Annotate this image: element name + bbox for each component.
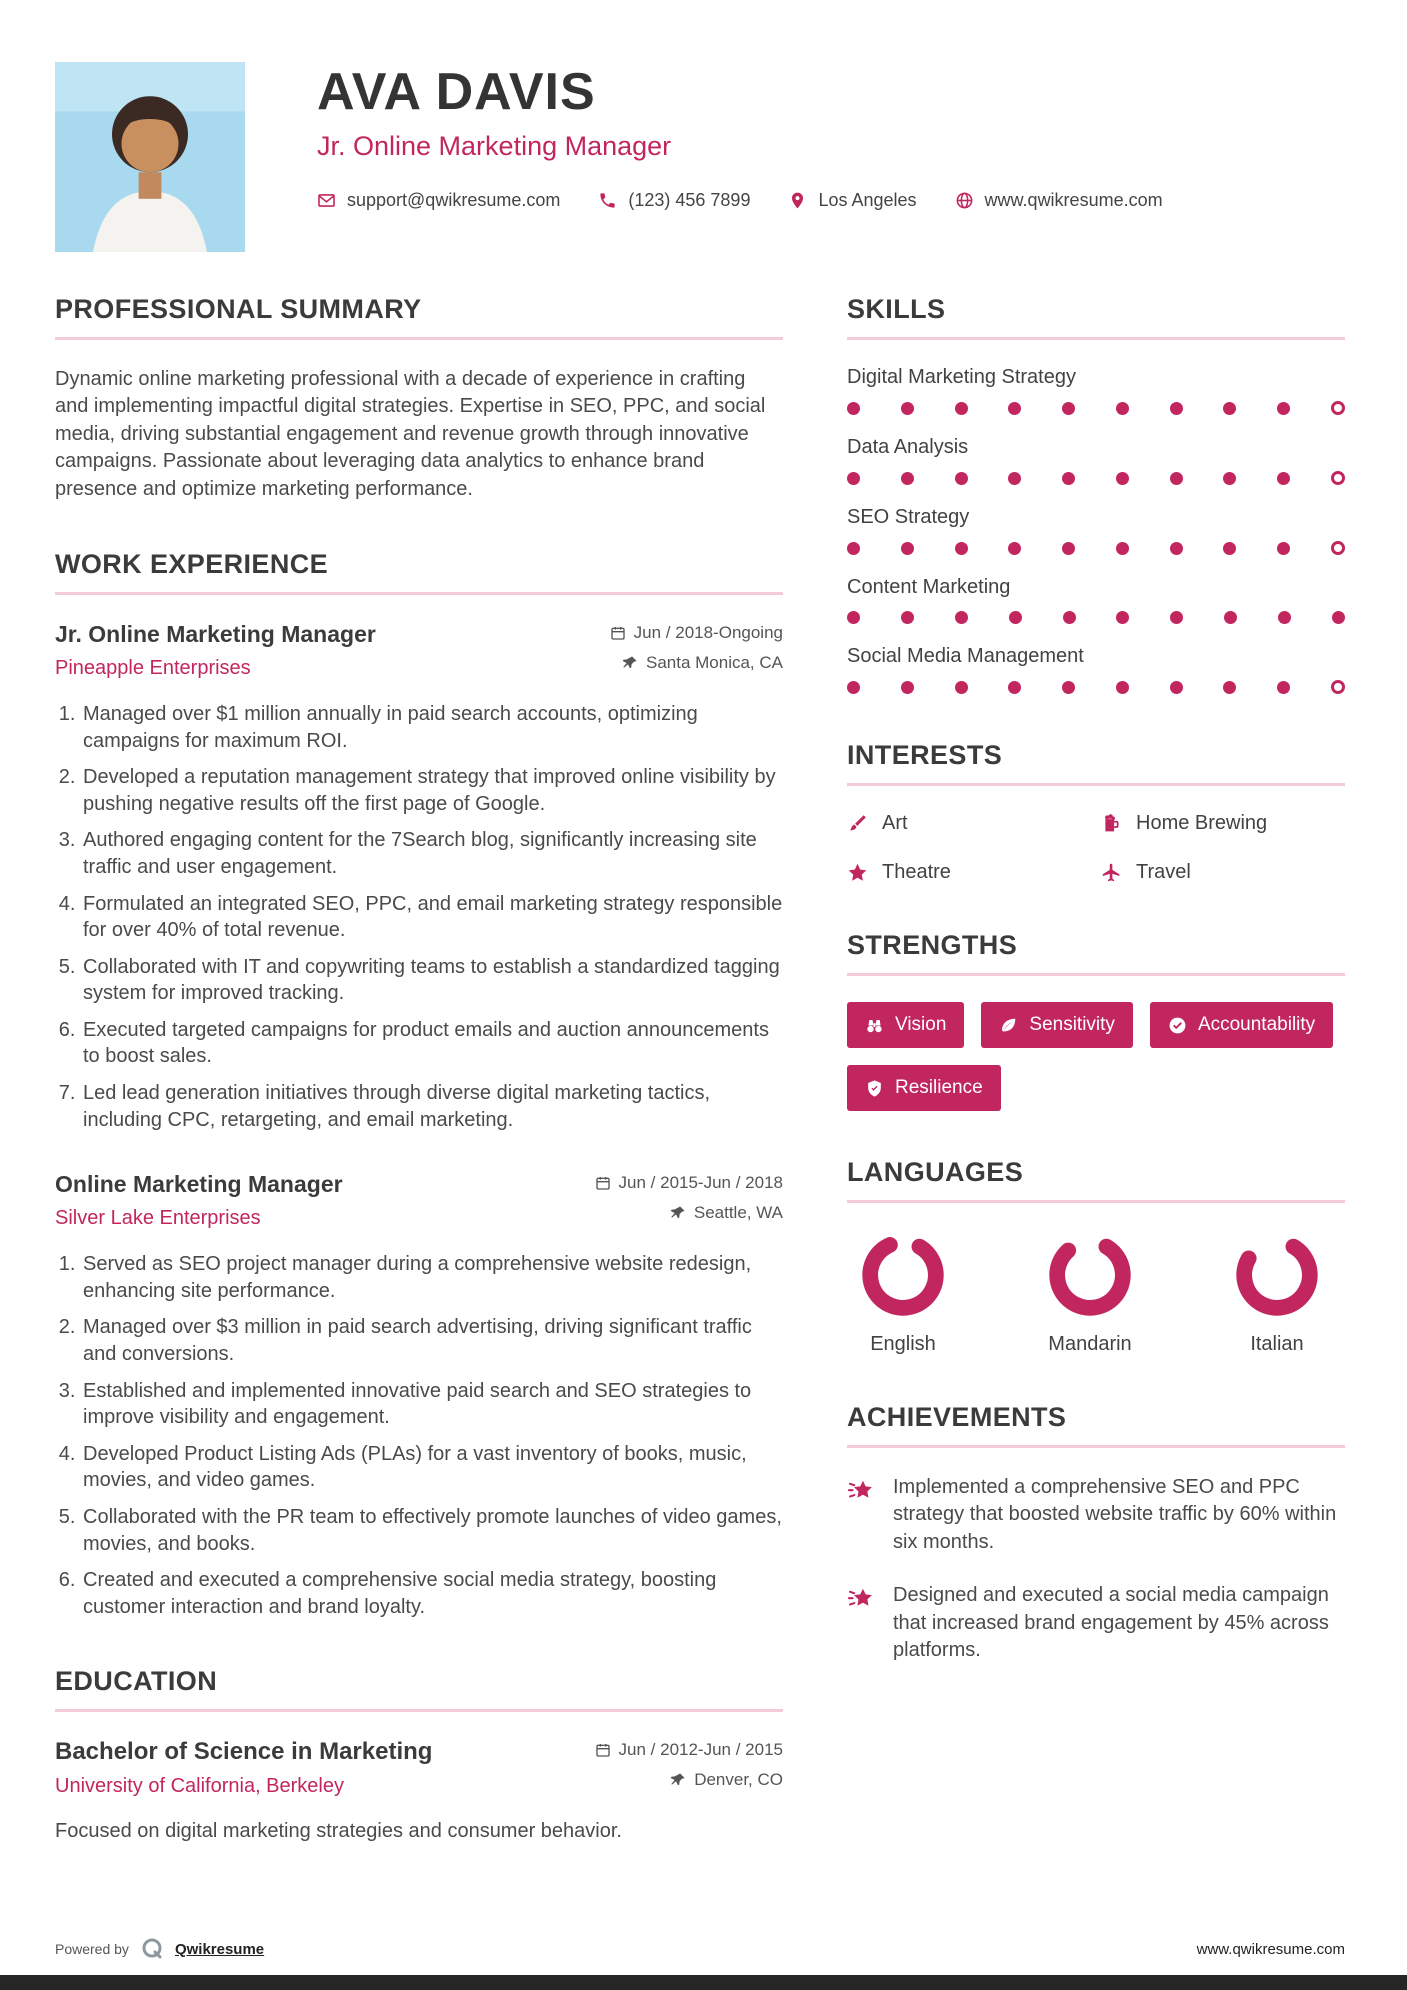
job-bullet: 6. Executed targeted campaigns for product emails and auction announcements to boost sales. bbox=[81, 1017, 783, 1070]
skill-dot-filled bbox=[1008, 681, 1021, 694]
job-bullet: 4. Formulated an integrated SEO, PPC, and email marketing strategy responsible for over 40% of total revenue. bbox=[81, 891, 783, 944]
skill-rating bbox=[847, 680, 1345, 694]
contact-website[interactable] bbox=[955, 190, 1163, 211]
calendar-icon bbox=[595, 1175, 611, 1191]
education-title-block bbox=[55, 1738, 432, 1798]
skill-dot-filled bbox=[1170, 402, 1183, 415]
header bbox=[0, 0, 1407, 262]
email-icon bbox=[317, 191, 336, 210]
interest-label: Theatre bbox=[882, 861, 951, 883]
skill-dot-empty bbox=[1331, 471, 1345, 485]
language-gauge bbox=[861, 1233, 945, 1317]
language-gauge bbox=[1048, 1233, 1132, 1317]
section-education bbox=[55, 1666, 783, 1845]
shield-icon bbox=[865, 1079, 884, 1098]
education-location bbox=[595, 1770, 783, 1790]
contact-email-text[interactable]: support@qwikresume.com bbox=[347, 190, 561, 211]
interest-theatre bbox=[847, 861, 1091, 884]
skill-name: Content Marketing bbox=[847, 576, 1011, 598]
skill-row bbox=[847, 576, 1345, 624]
skill-dot-filled bbox=[1170, 542, 1183, 555]
powered-by-label: Powered by bbox=[55, 1941, 129, 1957]
skill-dot-filled bbox=[1223, 472, 1236, 485]
language-italian bbox=[1235, 1233, 1319, 1356]
beer-icon bbox=[1101, 813, 1122, 834]
section-professional-summary bbox=[55, 294, 783, 503]
contact-email[interactable] bbox=[317, 190, 560, 211]
skill-dot-filled bbox=[1277, 681, 1290, 694]
section-languages bbox=[847, 1157, 1345, 1356]
skill-dot-filled bbox=[901, 681, 914, 694]
language-label: Mandarin bbox=[1048, 1333, 1132, 1355]
interest-home-brewing bbox=[1101, 812, 1345, 835]
skill-row bbox=[847, 366, 1345, 415]
achievement-star-icon bbox=[847, 1476, 877, 1506]
header-text bbox=[317, 62, 1163, 211]
achievement-item bbox=[847, 1582, 1345, 1664]
skill-dot-filled bbox=[955, 681, 968, 694]
section-achievements bbox=[847, 1402, 1345, 1664]
page-footer bbox=[0, 1936, 1407, 1962]
skill-dot-filled bbox=[1277, 542, 1290, 555]
footer-website[interactable]: www.qwikresume.com bbox=[1196, 1940, 1345, 1958]
qwikresume-logo-icon bbox=[139, 1936, 165, 1962]
education-heading: EDUCATION bbox=[55, 1666, 783, 1712]
skill-dot-empty bbox=[1331, 541, 1345, 555]
skill-dot-filled bbox=[1224, 611, 1237, 624]
job-location-text: Santa Monica, CA bbox=[645, 652, 783, 672]
skill-dot-filled bbox=[847, 611, 860, 624]
job-dates bbox=[595, 1173, 783, 1193]
education-location-text: Denver, CO bbox=[694, 1770, 783, 1790]
interest-travel bbox=[1101, 861, 1345, 884]
skill-dot-filled bbox=[901, 542, 914, 555]
job-location bbox=[595, 1203, 783, 1223]
job-bullet: 3. Established and implemented innovative paid search and SEO strategies to improve visibility and engagement. bbox=[81, 1378, 783, 1431]
section-interests bbox=[847, 740, 1345, 884]
achievement-text: Designed and executed a social media campaign that increased brand engagement by 45% across platforms. bbox=[893, 1584, 1329, 1661]
education-school: University of California, Berkeley bbox=[55, 1775, 344, 1798]
job-bullet: 5. Collaborated with IT and copywriting teams to establish a standardized tagging system for improved tracking. bbox=[81, 954, 783, 1007]
job-bullet: 4. Developed Product Listing Ads (PLAs) for a vast inventory of books, music, movies, and video games. bbox=[81, 1441, 783, 1494]
powered-by bbox=[55, 1936, 264, 1962]
skill-name: Digital Marketing Strategy bbox=[847, 366, 1076, 388]
interest-label: Travel bbox=[1136, 861, 1191, 883]
skill-dot-filled bbox=[1116, 681, 1129, 694]
page-bottom-bar bbox=[0, 1975, 1407, 1990]
job-head bbox=[55, 1171, 783, 1233]
job-dates-text: Jun / 2018-Ongoing bbox=[633, 622, 783, 642]
education-head bbox=[55, 1738, 783, 1800]
person-name: AVA DAVIS bbox=[317, 63, 596, 121]
language-english bbox=[861, 1233, 945, 1356]
paintbrush-icon bbox=[847, 813, 868, 834]
job-head bbox=[55, 621, 783, 683]
contact-phone[interactable] bbox=[598, 190, 750, 211]
job-title: Jr. Online Marketing Manager bbox=[55, 620, 376, 647]
skill-rating bbox=[847, 541, 1345, 555]
skill-dot-filled bbox=[1008, 542, 1021, 555]
skill-dot-filled bbox=[1116, 402, 1129, 415]
skill-row bbox=[847, 436, 1345, 485]
skill-dot-filled bbox=[1062, 472, 1075, 485]
section-strengths bbox=[847, 930, 1345, 1111]
qwikresume-brand-link[interactable]: Qwikresume bbox=[174, 1940, 265, 1958]
language-label: Italian bbox=[1250, 1333, 1304, 1355]
leaf-icon bbox=[999, 1016, 1018, 1035]
skill-dot-filled bbox=[1008, 402, 1021, 415]
work-experience-heading: WORK EXPERIENCE bbox=[55, 549, 783, 595]
skill-dot-filled bbox=[1116, 542, 1129, 555]
calendar-icon bbox=[610, 625, 626, 641]
job-bullet-list bbox=[55, 1251, 783, 1620]
job-bullet: 1. Served as SEO project manager during a comprehensive website redesign, enhancing site performance. bbox=[81, 1251, 783, 1304]
skill-dot-filled bbox=[1223, 542, 1236, 555]
language-label: English bbox=[870, 1333, 936, 1355]
skill-dot-filled bbox=[1332, 611, 1345, 624]
contact-website-text[interactable]: www.qwikresume.com bbox=[984, 190, 1163, 211]
skill-dot-filled bbox=[1009, 611, 1022, 624]
job-bullet: 2. Managed over $3 million in paid search advertising, driving significant traffic and conversions. bbox=[81, 1314, 783, 1367]
map-pin-icon bbox=[788, 191, 807, 210]
skill-dot-filled bbox=[901, 472, 914, 485]
contact-phone-text: (123) 456 7899 bbox=[628, 190, 751, 211]
languages-heading: LANGUAGES bbox=[847, 1157, 1345, 1203]
strengths-heading: STRENGTHS bbox=[847, 930, 1345, 976]
job-entry bbox=[55, 1171, 783, 1620]
skill-dot-filled bbox=[847, 402, 860, 415]
strength-vision bbox=[847, 1002, 964, 1048]
right-column bbox=[847, 294, 1345, 1891]
skill-dot-filled bbox=[1277, 472, 1290, 485]
contact-location bbox=[788, 190, 916, 211]
pushpin-icon bbox=[622, 655, 638, 671]
job-bullet: 6. Created and executed a comprehensive social media strategy, boosting customer interaction and brand loyalty. bbox=[81, 1567, 783, 1620]
skill-dot-filled bbox=[1223, 402, 1236, 415]
summary-heading: PROFESSIONAL SUMMARY bbox=[55, 294, 783, 340]
strength-resilience bbox=[847, 1065, 1001, 1111]
globe-icon bbox=[955, 191, 974, 210]
skill-dot-filled bbox=[1170, 681, 1183, 694]
skill-row bbox=[847, 506, 1345, 555]
skill-dot-filled bbox=[1063, 611, 1076, 624]
skill-dot-filled bbox=[955, 611, 968, 624]
strength-label: Resilience bbox=[895, 1077, 983, 1098]
job-meta bbox=[610, 621, 783, 683]
skill-dot-filled bbox=[1278, 611, 1291, 624]
language-gauge bbox=[1235, 1233, 1319, 1317]
strength-label: Vision bbox=[895, 1014, 947, 1035]
job-bullet: 3. Authored engaging content for the 7Search blog, significantly increasing site traffic and user engagement. bbox=[81, 827, 783, 880]
education-dates bbox=[595, 1740, 783, 1760]
job-bullet: 1. Managed over $1 million annually in paid search accounts, optimizing campaigns for maximum ROI. bbox=[81, 701, 783, 754]
skill-dot-filled bbox=[1062, 681, 1075, 694]
skill-rating bbox=[847, 611, 1345, 624]
strength-label: Sensitivity bbox=[1029, 1014, 1115, 1035]
skill-dot-filled bbox=[847, 542, 860, 555]
contact-location-text: Los Angeles bbox=[818, 190, 917, 211]
check-circle-icon bbox=[1168, 1016, 1187, 1035]
skill-dot-empty bbox=[1331, 401, 1345, 415]
interest-grid bbox=[847, 812, 1345, 884]
job-location-text: Seattle, WA bbox=[693, 1203, 783, 1223]
skill-dot-filled bbox=[847, 472, 860, 485]
profile-photo-image bbox=[55, 62, 245, 252]
pushpin-icon bbox=[670, 1772, 686, 1788]
skills-heading: SKILLS bbox=[847, 294, 1345, 340]
job-title: Online Marketing Manager bbox=[55, 1171, 343, 1198]
contact-row bbox=[317, 190, 1163, 211]
skill-dot-filled bbox=[901, 611, 914, 624]
star-icon bbox=[847, 862, 868, 883]
interests-heading: INTERESTS bbox=[847, 740, 1345, 786]
skill-dot-filled bbox=[955, 542, 968, 555]
achievement-star-icon bbox=[847, 1584, 877, 1614]
strength-accountability bbox=[1150, 1002, 1333, 1048]
interest-art bbox=[847, 812, 1091, 835]
section-work-experience bbox=[55, 549, 783, 1620]
job-bullet: 2. Developed a reputation management strategy that improved online visibility by pushing negative results off the first page of Google. bbox=[81, 764, 783, 817]
skill-rating bbox=[847, 401, 1345, 415]
achievement-text: Implemented a comprehensive SEO and PPC strategy that boosted website traffic by 60% within six months. bbox=[893, 1476, 1337, 1553]
binoculars-icon bbox=[865, 1016, 884, 1035]
calendar-icon bbox=[595, 1742, 611, 1758]
skill-row bbox=[847, 645, 1345, 694]
language-row bbox=[847, 1229, 1345, 1356]
achievement-item bbox=[847, 1474, 1345, 1556]
skill-rating bbox=[847, 471, 1345, 485]
skill-dot-filled bbox=[955, 472, 968, 485]
achievements-heading: ACHIEVEMENTS bbox=[847, 1402, 1345, 1448]
skill-dot-filled bbox=[955, 402, 968, 415]
phone-icon bbox=[598, 191, 617, 210]
skill-dot-filled bbox=[1008, 472, 1021, 485]
skill-name: Data Analysis bbox=[847, 436, 969, 458]
pushpin-icon bbox=[670, 1205, 686, 1221]
skill-dot-filled bbox=[1170, 472, 1183, 485]
job-bullet: 5. Collaborated with the PR team to effectively promote launches of video games, movies, and books. bbox=[81, 1504, 783, 1557]
education-note: Focused on digital marketing strategies and consumer behavior. bbox=[55, 1820, 622, 1843]
job-company: Silver Lake Enterprises bbox=[55, 1207, 261, 1230]
job-title-block bbox=[55, 621, 376, 680]
skill-dot-filled bbox=[847, 681, 860, 694]
skill-dot-filled bbox=[1062, 402, 1075, 415]
skill-dot-filled bbox=[1116, 472, 1129, 485]
education-degree: Bachelor of Science in Marketing bbox=[55, 1738, 433, 1766]
skill-name: SEO Strategy bbox=[847, 506, 970, 528]
job-bullet-list bbox=[55, 701, 783, 1133]
job-entry bbox=[55, 621, 783, 1133]
job-bullet: 7. Led lead generation initiatives through diverse digital marketing tactics, including CPC, retargeting, and email marketing. bbox=[81, 1080, 783, 1133]
education-meta bbox=[595, 1738, 783, 1800]
skill-dot-empty bbox=[1331, 680, 1345, 694]
skill-dot-filled bbox=[1116, 611, 1129, 624]
interest-label: Home Brewing bbox=[1136, 812, 1268, 834]
person-job-title: Jr. Online Marketing Manager bbox=[317, 131, 672, 162]
job-dates-text: Jun / 2015-Jun / 2018 bbox=[618, 1173, 783, 1193]
profile-photo bbox=[55, 62, 245, 252]
left-column bbox=[55, 294, 783, 1891]
language-mandarin bbox=[1048, 1233, 1132, 1356]
plane-icon bbox=[1101, 862, 1122, 883]
skill-dot-filled bbox=[1223, 681, 1236, 694]
interest-label: Art bbox=[882, 812, 908, 834]
skill-dot-filled bbox=[1170, 611, 1183, 624]
skill-dot-filled bbox=[901, 402, 914, 415]
section-skills bbox=[847, 294, 1345, 694]
strength-chips bbox=[847, 1002, 1345, 1111]
job-meta bbox=[595, 1171, 783, 1233]
job-dates bbox=[610, 623, 783, 643]
strength-label: Accountability bbox=[1197, 1014, 1316, 1035]
education-dates-text: Jun / 2012-Jun / 2015 bbox=[618, 1740, 783, 1760]
skill-name: Social Media Management bbox=[847, 645, 1084, 667]
job-location bbox=[610, 653, 783, 673]
strength-sensitivity bbox=[981, 1002, 1133, 1048]
skill-dot-filled bbox=[1062, 542, 1075, 555]
job-company: Pineapple Enterprises bbox=[55, 656, 251, 679]
skill-dot-filled bbox=[1277, 402, 1290, 415]
job-title-block bbox=[55, 1171, 343, 1230]
resume-body bbox=[0, 262, 1407, 1891]
summary-text: Dynamic online marketing professional with a decade of experience in crafting and implementing impactful digital strategies. Expertise in SEO, PPC, and social media, driving substantial engagement and revenue growth through innovative campaigns. Passionate about leveraging data analytics to enhance brand presence and optimize marketing performance. bbox=[55, 368, 766, 500]
